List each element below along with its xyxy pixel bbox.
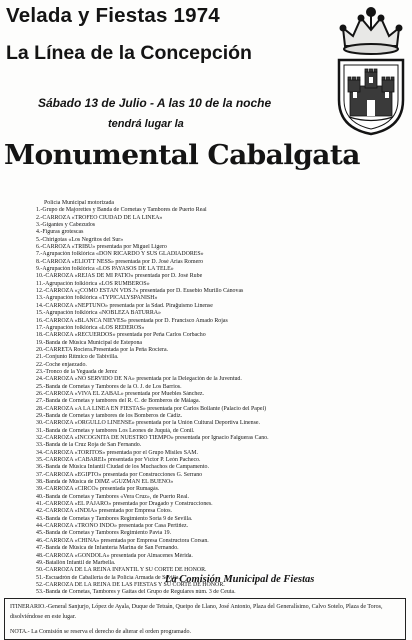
list-item: 45.-Banda de Cornetas y Tambores Regimiento Pavía 19.	[36, 530, 172, 537]
list-item: 44.-CARROZA «TRONO INDO» presentada por Casa Pertiñez.	[36, 523, 189, 530]
list-item: 12.-CARROZA «¿CÓMO ESTÁN VDS.?» presentada por D. Eusebio Murillo Cánovas	[36, 288, 244, 295]
list-item: 40.-Banda de Cornetas y Tambores «Vera Cruz», de Puerto Real.	[36, 493, 189, 500]
list-item: 3.-Gigantes y Cabezudos	[36, 222, 96, 229]
list-item: 53.-Banda de Cornetas, Tambores y Gaitas del Grupo de Regulares núm. 3 de Ceuta.	[36, 589, 236, 596]
list-item: 22.-Coche enjaezado.	[36, 361, 87, 368]
list-item: 24.-CARROZA «NO SERVIDO DE NA» presentada por la Delegación de la Juventud.	[36, 376, 242, 383]
list-item: 36.-Banda de Música Infantil Ciudad de los Muchachos de Campamento.	[36, 464, 209, 471]
list-item: 51.-Escuadrón de Caballería de la Policía Armada de Sevilla.	[36, 574, 180, 581]
list-item: 34.-CARROZA «TORITOS» presentada por el Grupo Misiles SAM.	[36, 449, 198, 456]
note-text: NOTA.- La Comisión se reserva el derecho de alterar el orden programado.	[10, 629, 191, 635]
list-item: 46.-CARROZA «CHINA» presentada por Empresa Constructora Corsan.	[36, 537, 209, 544]
list-item: 39.-CARROZA «CIRCO» presentada por Rumagás.	[36, 486, 160, 493]
signature: La Comisión Municipal de Fiestas	[165, 574, 315, 585]
list-item: 43.-Banda de Cornetas y Tambores Regimiento Soria 9 de Sevilla.	[36, 515, 193, 522]
list-item: 32.-CARROZA «INCÓGNITA DE NUESTRO TIEMPO» presentada por Ignacio Falgueras Cano.	[36, 435, 269, 441]
list-item: 8.-CARROZA «ELIOTT NESS» presentada por D. José Arias Romero	[36, 258, 204, 265]
list-item: 15.-Agrupación folklórica «NOBLEZA BATURRA»	[36, 310, 161, 317]
list-item: 35.-CARROZA «CABAREI» presentada por Víctor P. León Pacheco.	[36, 457, 201, 464]
list-item: 18.-CARROZA «RECUERDOS» presentada por Peña Carlos Corbacho	[36, 332, 206, 339]
list-item: 21.-Conjunto Rítmico de Tabivilla.	[36, 354, 119, 361]
itinerary-text: ITINERARIO.-General Sanjurjo, López de Ayala, Duque de Tetuán, Queipo de Llano, José Antonio, Plaza del Generalísimo, Calvo Sotelo, Plaza de Toros, disolviéndose en este lugar.	[10, 604, 383, 620]
list-item: 52.-CARROZA DE LA REINA DE LAS FIESTAS Y SU CORTE DE HONOR.	[36, 581, 225, 588]
coat-of-arms-icon	[335, 4, 407, 136]
page-title: Velada y Fiestas 1974	[6, 4, 220, 27]
list-item: 33.-Banda de la Cruz Roja de San Fernando.	[36, 442, 142, 449]
list-item: 37.-CARROZA «EGIPTO» presentada por Construcciones G. Serrano	[36, 471, 203, 478]
main-title: Monumental Cabalgata	[4, 140, 360, 171]
list-item: 4.-Figuras grotescas	[36, 229, 84, 236]
list-item: 9.-Agrupación folklórica «LOS PAYASOS DE LA TELE»	[36, 266, 174, 273]
list-item: 25.-Banda de Cornetas y Tambores de la O. J. de Los Barrios.	[36, 383, 182, 390]
event-subtitle: tendrá lugar la	[108, 118, 184, 130]
list-item: 17.-Agrupación folklórica «LOS REDEROS»	[36, 324, 145, 331]
list-item: 7.-Agrupación folklórica «DON RICARDO Y SUS GLADIADORES»	[36, 251, 204, 258]
list-item: 26.-CARROZA «VIVA EL ZABAL» presentada por Muebles Sánchez.	[36, 390, 205, 397]
list-item: 31.-Banda de Cornetas y tambores Los Leones de Juquiá, de Conil.	[36, 427, 195, 434]
list-item: 27.-Banda de Cornetas y tambores del R. C. de Bomberos de Málaga.	[36, 398, 201, 405]
list-item: 42.-CARROZA «INDIA» presentada por Empresa Cotos.	[36, 508, 172, 515]
list-item: 48.-CARROZA «GONDOLA» presentada por Almacenes Mérida.	[36, 552, 193, 559]
list-item: 6.-CARROZA «TRIBU» presentada por Miguel Ligero	[36, 244, 167, 251]
list-item: 29.-Banda de Cornetas y tambores de los Bomberos de Cádiz.	[36, 412, 183, 419]
event-date: Sábado 13 de Julio - A las 10 de la noche	[38, 96, 272, 110]
list-item: 50.-CARROZA DE LA REINA INFANTIL Y SU CORTE DE HONOR.	[36, 567, 207, 574]
list-item: 38.-Banda de Música de DIMZ «GUZMÁN EL BUENO»	[36, 479, 174, 486]
list-item: 13.-Agrupación folklórica «TYPICALYSPANISH»	[36, 295, 158, 302]
list-item: 49.-Batallón Infantil de Marbella.	[36, 559, 116, 566]
town-title: La Línea de la Concepción	[6, 42, 252, 64]
list-item: Policía Municipal motorizada	[44, 200, 115, 206]
list-item: 10.-CARROZA «REJAS DE MI PATIO» presentada por D. José Rube	[36, 273, 203, 280]
list-item: 11.-Agrupación folklórica «LOS RUMBEROS»	[36, 280, 150, 287]
list-item: 30.-CARROZA «ORGULLO LINENSE» presentada por la Unión Cultural Deportiva Linense.	[36, 420, 260, 427]
list-item: 23.-Tronco de la Yeguada de Jerez	[36, 368, 118, 375]
list-item: 5.-Chirigotas «Los Negritos del Sur»	[36, 236, 124, 243]
list-item: 16.-CARROZA «BLANCA NIEVES» presentada por D. Francisco Amado Rojas	[36, 317, 228, 324]
list-item: 19.-Banda de Música Municipal de Estepona	[36, 339, 143, 346]
parade-list	[36, 200, 366, 597]
list-item: 1.-Grupo de Majorettes y Banda de Cornetas y Tambores de Puerto Real	[36, 207, 207, 214]
list-item: 20.-CARRETA Rociera.Presentada por la Peña Rociera.	[36, 346, 169, 353]
list-item: 47.-Banda de Música de Infantería Marina de San Fernando.	[36, 545, 179, 552]
list-item: 14.-CARROZA «NEPTUNO» presentada por la Sdad. Pirağuismo Linense	[36, 302, 213, 309]
list-item: 28.-CARROZA «A LA LÍNEA EN FIESTAS» presentada por Carlos Bollante (Palacio del Papel)	[36, 405, 267, 412]
list-item: 41.-CARROZA «EL PÁJARO» presentada por Dragado y Construcciones.	[36, 501, 213, 508]
list-item: 2.-CARROZA «TROFEO CIUDAD DE LA LÍNEA»	[36, 214, 163, 221]
